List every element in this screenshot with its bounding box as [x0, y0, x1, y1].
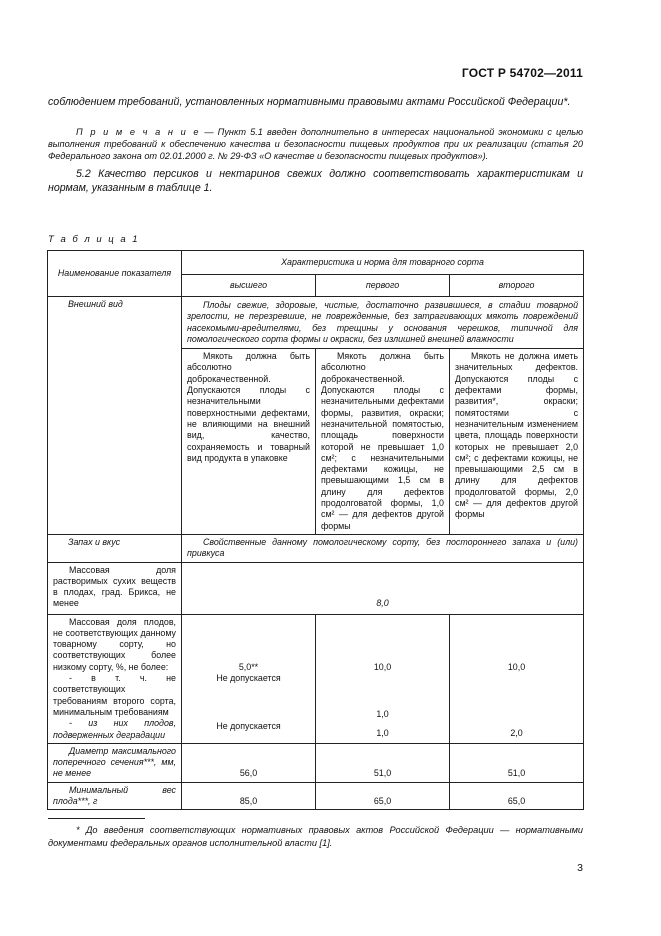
nonconforming-main-label: Массовая доля плодов, не соответствующих данному товарному сорту, но соответствующих более низкому сорту, %, не более: — [53, 616, 176, 672]
row-label-nonconforming — [48, 614, 182, 743]
diameter-top-grade: 56,0 — [182, 743, 316, 782]
weight-first-grade: 65,0 — [316, 782, 450, 810]
weight-top-grade: 85,0 — [182, 782, 316, 810]
nonconforming-second-grade — [450, 614, 584, 743]
nonconforming-first-grade — [316, 614, 450, 743]
row-label-solids: Массовая доля растворимых сухих веществ в плодах, град. Брикса, не менее — [48, 562, 182, 614]
diameter-first-grade: 51,0 — [316, 743, 450, 782]
nonconforming-first-value-a: 10,0 — [373, 661, 392, 672]
row-label-diameter: Диаметр максимального поперечного сечения***, мм, не менее — [48, 743, 182, 782]
page-number: 3 — [577, 862, 583, 874]
nonconforming-second-value-c: 2,0 — [510, 727, 523, 738]
nonconforming-sub2-label: - из них плодов, подверженных деградации — [53, 718, 176, 740]
nonconforming-top-value-c: Не допускается — [216, 721, 281, 732]
header-grade-top: высшего — [182, 275, 316, 297]
header-indicator: Наименование показателя — [48, 251, 182, 297]
nonconforming-second-value-a: 10,0 — [507, 661, 526, 672]
nonconforming-first-value-c: 1,0 — [376, 728, 389, 739]
appearance-top-grade: Мякоть должна быть абсолютно доброкачественной. Допускаются плоды с незначительными поверхностными дефектами, не влияющими на внешний вид, качество, сохраняемость и товарный вид продукта в упаковке — [182, 349, 316, 535]
row-label-smell: Запах и вкус — [48, 534, 182, 562]
header-characteristic: Характеристика и норма для товарного сорта — [182, 251, 584, 275]
appearance-first-grade: Мякоть должна быть абсолютно доброкачественной. Допускаются плоды с незначительными дефектами формы, развития, окраски; незначительной помятостью, площадь поверхности которой не превышает 1,0 см²; с незначительными дефектами кожицы, не превышающими 1,5 см в длину для дефектов продолговатой формы, 1,0 см² — для дефектов другой формы — [316, 349, 450, 535]
smell-common: Свойственные данному помологическому сорту, без постороннего запаха и (или) привкуса — [182, 534, 584, 562]
table-caption: Т а б л и ц а 1 — [48, 234, 140, 245]
weight-second-grade: 65,0 — [450, 782, 584, 810]
note-label: П р и м е ч а н и е — [76, 127, 201, 137]
appearance-common: Плоды свежие, здоровые, чистые, достаточно развившиеся, в стадии товарной зрелости, не перезревшие, не поврежденные, без затрагивающих мякоть повреждений насекомыми-вредителями, без трещины у основания черешков, типичной для помологического сорта формы и окраски, без излишней внешней влажности — [182, 297, 584, 349]
header-grade-second: второго — [450, 275, 584, 297]
nonconforming-first-value-b: 1,0 — [376, 708, 389, 719]
header-grade-first: первого — [316, 275, 450, 297]
row-label-appearance: Внешний вид — [48, 297, 182, 535]
footnote: * До введения соответствующих нормативных правовых актов Российской Федерации — нормативными документами федеральных органов исполнительной власти [1]. — [48, 825, 583, 848]
nonconforming-sub1-label: - в т. ч. не соответствующих требованиям второго сорта, минимальным требованиям — [53, 673, 176, 717]
nonconforming-top-grade — [182, 614, 316, 743]
document-header: ГОСТ Р 54702—2011 — [461, 66, 583, 80]
intro-paragraph: соблюдением требований, установленных нормативными правовыми актами Российской Федерации*. — [48, 96, 571, 108]
nonconforming-top-value-a: 5,0** — [238, 661, 259, 672]
nonconforming-top-value-b: Не допускается — [216, 672, 281, 683]
solids-value: 8,0 — [182, 562, 584, 614]
row-label-weight: Минимальный вес плода***, г — [48, 782, 182, 810]
quality-table — [47, 250, 584, 810]
appearance-second-grade: Мякоть не должна иметь значительных дефектов. Допускаются плоды с дефектами формы, развития*, окраски; помятостями с незначительным изменением цвета, площадь поверхности которых не превышает 2,0 см²; с дефектами кожицы, не превышающими 2,5 см в длину для дефектов продолговатой формы, 2,0 см² — для дефектов другой формы — [450, 349, 584, 535]
note-block — [48, 126, 583, 163]
paragraph-5-2: 5.2 Качество персиков и нектаринов свежих должно соответствовать характеристикам и нормам, указанным в таблице 1. — [48, 168, 583, 194]
footnote-divider — [48, 818, 145, 819]
note-text: — Пункт 5.1 введен дополнительно в интересах национальной экономики с целью выполнения требований к обеспечению качества и безопасности пищевых продуктов при их реализации (статья 20 Федерального закона от 02.01.2000 г. № 29-ФЗ «О качестве и безопасности пищевых продуктов»). — [48, 127, 583, 162]
diameter-second-grade: 51,0 — [450, 743, 584, 782]
